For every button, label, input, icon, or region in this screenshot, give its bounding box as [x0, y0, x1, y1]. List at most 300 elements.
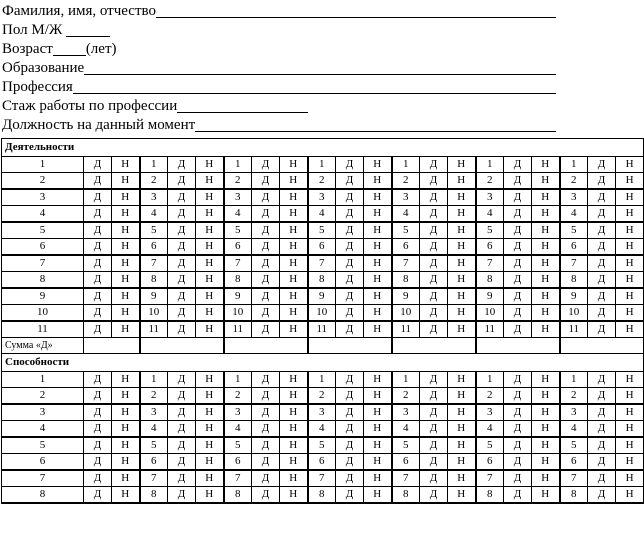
answer-yes-cell[interactable]: Д: [504, 437, 532, 454]
answer-yes-cell[interactable]: Д: [84, 272, 112, 289]
answer-yes-cell[interactable]: Д: [84, 454, 112, 471]
answer-yes-cell[interactable]: Д: [420, 404, 448, 421]
activities-pair-number: 7: [140, 255, 168, 272]
answer-yes-cell[interactable]: Д: [84, 157, 112, 173]
answer-no-cell[interactable]: Н: [196, 437, 224, 454]
answer-no-cell[interactable]: Н: [112, 470, 140, 487]
answer-no-cell[interactable]: Н: [364, 272, 392, 289]
answer-yes-cell[interactable]: Д: [168, 222, 196, 239]
answer-no-cell[interactable]: Н: [448, 272, 476, 289]
answer-no-cell[interactable]: Н: [448, 388, 476, 405]
answer-yes-cell[interactable]: Д: [252, 157, 280, 173]
sex-field[interactable]: [66, 22, 110, 37]
answer-no-cell[interactable]: Н: [364, 206, 392, 223]
answer-yes-cell[interactable]: Д: [336, 157, 364, 173]
table-row: [2, 272, 644, 289]
answer-no-cell[interactable]: Н: [280, 421, 308, 438]
answer-yes-cell[interactable]: Д: [252, 421, 280, 438]
answer-yes-cell[interactable]: Д: [504, 487, 532, 504]
answer-yes-cell[interactable]: Д: [588, 255, 616, 272]
answer-no-cell[interactable]: Н: [196, 470, 224, 487]
answer-yes-cell[interactable]: Д: [168, 239, 196, 256]
answer-yes-cell[interactable]: Д: [504, 157, 532, 173]
answer-yes-cell[interactable]: Д: [168, 372, 196, 388]
answer-yes-cell[interactable]: Д: [588, 305, 616, 322]
answer-yes-cell[interactable]: Д: [336, 206, 364, 223]
answer-no-cell[interactable]: Н: [364, 454, 392, 471]
answer-no-cell[interactable]: Н: [196, 404, 224, 421]
answer-yes-cell[interactable]: Д: [420, 157, 448, 173]
answer-no-cell[interactable]: Н: [364, 239, 392, 256]
abilities-pair-number: 3: [392, 404, 420, 421]
answer-yes-cell[interactable]: Д: [420, 189, 448, 206]
position-field[interactable]: [195, 117, 556, 132]
answer-yes-cell[interactable]: Д: [168, 321, 196, 338]
answer-yes-cell[interactable]: Д: [504, 206, 532, 223]
answer-no-cell[interactable]: Н: [364, 189, 392, 206]
answer-no-cell[interactable]: Н: [364, 404, 392, 421]
answer-no-cell[interactable]: Н: [532, 437, 560, 454]
answer-yes-cell[interactable]: Д: [420, 272, 448, 289]
answer-yes-cell[interactable]: Д: [336, 404, 364, 421]
answer-yes-cell[interactable]: Д: [420, 206, 448, 223]
answer-no-cell[interactable]: Н: [196, 288, 224, 305]
answer-no-cell[interactable]: Н: [616, 255, 644, 272]
answer-yes-cell[interactable]: Д: [420, 372, 448, 388]
answer-no-cell[interactable]: Н: [280, 321, 308, 338]
answer-no-cell[interactable]: Н: [448, 454, 476, 471]
answer-no-cell[interactable]: Н: [364, 305, 392, 322]
answer-yes-cell[interactable]: Д: [420, 321, 448, 338]
education-field[interactable]: [84, 60, 556, 75]
answer-yes-cell[interactable]: Д: [336, 470, 364, 487]
answer-yes-cell[interactable]: Д: [420, 173, 448, 190]
sum-cell[interactable]: [308, 338, 392, 354]
sum-cell[interactable]: [140, 338, 224, 354]
abilities-pair-number: 2: [140, 388, 168, 405]
answer-yes-cell[interactable]: Д: [504, 321, 532, 338]
answer-yes-cell[interactable]: Д: [252, 189, 280, 206]
answer-yes-cell[interactable]: Д: [504, 189, 532, 206]
answer-yes-cell[interactable]: Д: [504, 222, 532, 239]
answer-yes-cell[interactable]: Д: [168, 305, 196, 322]
answer-yes-cell[interactable]: Д: [84, 305, 112, 322]
answer-yes-cell[interactable]: Д: [168, 206, 196, 223]
answer-yes-cell[interactable]: Д: [168, 437, 196, 454]
answer-no-cell[interactable]: Н: [364, 321, 392, 338]
answer-yes-cell[interactable]: Д: [420, 288, 448, 305]
answer-no-cell[interactable]: Н: [196, 272, 224, 289]
answer-yes-cell[interactable]: Д: [252, 372, 280, 388]
answer-yes-cell[interactable]: Д: [168, 157, 196, 173]
answer-yes-cell[interactable]: Д: [84, 372, 112, 388]
answer-no-cell[interactable]: Н: [112, 388, 140, 405]
answer-yes-cell[interactable]: Д: [336, 189, 364, 206]
answer-no-cell[interactable]: Н: [616, 487, 644, 504]
answer-no-cell[interactable]: Н: [448, 487, 476, 504]
answer-yes-cell[interactable]: Д: [168, 272, 196, 289]
answer-yes-cell[interactable]: Д: [504, 288, 532, 305]
answer-no-cell[interactable]: Н: [196, 239, 224, 256]
fio-field[interactable]: [156, 3, 556, 18]
answer-no-cell[interactable]: Н: [532, 189, 560, 206]
answer-no-cell[interactable]: Н: [196, 421, 224, 438]
answer-yes-cell[interactable]: Д: [504, 255, 532, 272]
answer-yes-cell[interactable]: Д: [84, 222, 112, 239]
answer-no-cell[interactable]: Н: [532, 372, 560, 388]
sum-cell[interactable]: [560, 338, 644, 354]
answer-no-cell[interactable]: Н: [196, 372, 224, 388]
activities-pair-number: 8: [224, 272, 252, 289]
answer-no-cell[interactable]: Н: [532, 255, 560, 272]
answer-no-cell[interactable]: Н: [448, 239, 476, 256]
answer-yes-cell[interactable]: Д: [336, 173, 364, 190]
answer-no-cell[interactable]: Н: [112, 305, 140, 322]
answer-yes-cell[interactable]: Д: [168, 404, 196, 421]
answer-no-cell[interactable]: Н: [616, 239, 644, 256]
answer-yes-cell[interactable]: Д: [588, 272, 616, 289]
answer-yes-cell[interactable]: Д: [84, 388, 112, 405]
answer-no-cell[interactable]: Н: [532, 173, 560, 190]
answer-yes-cell[interactable]: Д: [588, 239, 616, 256]
answer-yes-cell[interactable]: Д: [588, 421, 616, 438]
answer-yes-cell[interactable]: Д: [420, 305, 448, 322]
answer-no-cell[interactable]: Н: [532, 288, 560, 305]
answer-no-cell[interactable]: Н: [112, 222, 140, 239]
answer-no-cell[interactable]: Н: [280, 288, 308, 305]
answer-yes-cell[interactable]: Д: [252, 222, 280, 239]
answer-no-cell[interactable]: Н: [364, 388, 392, 405]
answer-no-cell[interactable]: Н: [112, 372, 140, 388]
answer-no-cell[interactable]: Н: [532, 272, 560, 289]
answer-no-cell[interactable]: Н: [448, 470, 476, 487]
activities-pair-number: 6: [560, 239, 588, 256]
answer-no-cell[interactable]: Н: [112, 437, 140, 454]
answer-no-cell[interactable]: Н: [448, 206, 476, 223]
answer-yes-cell[interactable]: Д: [588, 321, 616, 338]
answer-no-cell[interactable]: Н: [112, 487, 140, 504]
answer-no-cell[interactable]: Н: [448, 437, 476, 454]
answer-yes-cell[interactable]: Д: [588, 157, 616, 173]
answer-no-cell[interactable]: Н: [448, 404, 476, 421]
answer-no-cell[interactable]: Н: [616, 470, 644, 487]
answer-no-cell[interactable]: Н: [616, 421, 644, 438]
answer-yes-cell[interactable]: Д: [588, 404, 616, 421]
answer-yes-cell[interactable]: Д: [336, 255, 364, 272]
answer-yes-cell[interactable]: Д: [168, 189, 196, 206]
answer-no-cell[interactable]: Н: [448, 189, 476, 206]
answer-yes-cell[interactable]: Д: [168, 288, 196, 305]
answer-no-cell[interactable]: Н: [616, 404, 644, 421]
answer-no-cell[interactable]: Н: [616, 206, 644, 223]
answer-no-cell[interactable]: Н: [616, 305, 644, 322]
answer-no-cell[interactable]: Н: [196, 454, 224, 471]
sum-cell[interactable]: [392, 338, 476, 354]
abilities-pair-number: 6: [476, 454, 504, 471]
answer-yes-cell[interactable]: Д: [588, 388, 616, 405]
answer-no-cell[interactable]: Н: [448, 305, 476, 322]
answer-no-cell[interactable]: Н: [364, 222, 392, 239]
answer-yes-cell[interactable]: Д: [252, 321, 280, 338]
answer-no-cell[interactable]: Н: [196, 255, 224, 272]
answer-yes-cell[interactable]: Д: [252, 470, 280, 487]
answer-yes-cell[interactable]: Д: [588, 222, 616, 239]
answer-yes-cell[interactable]: Д: [504, 470, 532, 487]
answer-no-cell[interactable]: Н: [532, 470, 560, 487]
answer-no-cell[interactable]: Н: [280, 372, 308, 388]
answer-yes-cell[interactable]: Д: [336, 454, 364, 471]
answer-no-cell[interactable]: Н: [616, 222, 644, 239]
answer-no-cell[interactable]: Н: [280, 305, 308, 322]
answer-yes-cell[interactable]: Д: [252, 454, 280, 471]
answer-yes-cell[interactable]: Д: [168, 454, 196, 471]
answer-no-cell[interactable]: Н: [280, 173, 308, 190]
answer-yes-cell[interactable]: Д: [84, 206, 112, 223]
answer-no-cell[interactable]: Н: [532, 487, 560, 504]
sum-cell[interactable]: [84, 338, 140, 354]
answer-no-cell[interactable]: Н: [448, 157, 476, 173]
answer-no-cell[interactable]: Н: [448, 222, 476, 239]
answer-no-cell[interactable]: Н: [616, 189, 644, 206]
answer-no-cell[interactable]: Н: [112, 157, 140, 173]
answer-no-cell[interactable]: Н: [280, 470, 308, 487]
answer-no-cell[interactable]: Н: [364, 372, 392, 388]
answer-no-cell[interactable]: Н: [364, 437, 392, 454]
answer-yes-cell[interactable]: Д: [252, 239, 280, 256]
answer-no-cell[interactable]: Н: [280, 255, 308, 272]
answer-no-cell[interactable]: Н: [532, 239, 560, 256]
answer-no-cell[interactable]: Н: [616, 157, 644, 173]
answer-yes-cell[interactable]: Д: [420, 255, 448, 272]
answer-no-cell[interactable]: Н: [616, 321, 644, 338]
answer-yes-cell[interactable]: Д: [588, 437, 616, 454]
answer-yes-cell[interactable]: Д: [84, 437, 112, 454]
answer-yes-cell[interactable]: Д: [84, 288, 112, 305]
answer-yes-cell[interactable]: Д: [420, 437, 448, 454]
answer-yes-cell[interactable]: Д: [336, 321, 364, 338]
abilities-pair-number: 5: [308, 437, 336, 454]
answer-yes-cell[interactable]: Д: [504, 173, 532, 190]
answer-yes-cell[interactable]: Д: [588, 189, 616, 206]
answer-no-cell[interactable]: Н: [280, 272, 308, 289]
answer-yes-cell[interactable]: Д: [252, 388, 280, 405]
answer-yes-cell[interactable]: Д: [420, 470, 448, 487]
answer-yes-cell[interactable]: Д: [504, 454, 532, 471]
answer-yes-cell[interactable]: Д: [84, 470, 112, 487]
answer-no-cell[interactable]: Н: [448, 321, 476, 338]
answer-no-cell[interactable]: Н: [364, 255, 392, 272]
answer-no-cell[interactable]: Н: [112, 173, 140, 190]
answer-no-cell[interactable]: Н: [196, 206, 224, 223]
answer-no-cell[interactable]: Н: [196, 388, 224, 405]
answer-yes-cell[interactable]: Д: [504, 421, 532, 438]
answer-yes-cell[interactable]: Д: [336, 421, 364, 438]
answer-yes-cell[interactable]: Д: [168, 470, 196, 487]
answer-no-cell[interactable]: Н: [532, 222, 560, 239]
answer-yes-cell[interactable]: Д: [84, 404, 112, 421]
answer-yes-cell[interactable]: Д: [168, 388, 196, 405]
answer-no-cell[interactable]: Н: [364, 173, 392, 190]
answer-yes-cell[interactable]: Д: [252, 404, 280, 421]
answer-yes-cell[interactable]: Д: [336, 239, 364, 256]
answer-no-cell[interactable]: Н: [112, 404, 140, 421]
answer-yes-cell[interactable]: Д: [252, 272, 280, 289]
profession-label: Профессия: [2, 79, 73, 95]
answer-no-cell[interactable]: Н: [364, 470, 392, 487]
activities-pair-number: 4: [140, 206, 168, 223]
answer-yes-cell[interactable]: Д: [588, 372, 616, 388]
answer-no-cell[interactable]: Н: [616, 288, 644, 305]
answer-no-cell[interactable]: Н: [616, 372, 644, 388]
answer-no-cell[interactable]: Н: [532, 421, 560, 438]
answer-no-cell[interactable]: Н: [196, 487, 224, 504]
answer-no-cell[interactable]: Н: [112, 239, 140, 256]
abilities-pair-number: 2: [224, 388, 252, 405]
answer-no-cell[interactable]: Н: [280, 206, 308, 223]
answer-yes-cell[interactable]: Д: [588, 454, 616, 471]
answer-no-cell[interactable]: Н: [448, 173, 476, 190]
answer-no-cell[interactable]: Н: [448, 372, 476, 388]
answer-yes-cell[interactable]: Д: [588, 173, 616, 190]
answer-yes-cell[interactable]: Д: [504, 272, 532, 289]
answer-no-cell[interactable]: Н: [448, 421, 476, 438]
answer-yes-cell[interactable]: Д: [420, 388, 448, 405]
answer-no-cell[interactable]: Н: [616, 173, 644, 190]
answer-no-cell[interactable]: Н: [364, 487, 392, 504]
answer-yes-cell[interactable]: Д: [84, 173, 112, 190]
answer-yes-cell[interactable]: Д: [252, 437, 280, 454]
answer-yes-cell[interactable]: Д: [168, 255, 196, 272]
answer-no-cell[interactable]: Н: [364, 421, 392, 438]
answer-no-cell[interactable]: Н: [280, 454, 308, 471]
age-field[interactable]: [53, 41, 86, 56]
answer-yes-cell[interactable]: Д: [84, 487, 112, 504]
sum-cell[interactable]: [476, 338, 560, 354]
answer-yes-cell[interactable]: Д: [588, 470, 616, 487]
sum-cell[interactable]: [224, 338, 308, 354]
answer-yes-cell[interactable]: Д: [504, 305, 532, 322]
answer-yes-cell[interactable]: Д: [252, 288, 280, 305]
answer-yes-cell[interactable]: Д: [420, 487, 448, 504]
answer-no-cell[interactable]: Н: [196, 173, 224, 190]
answer-yes-cell[interactable]: Д: [420, 454, 448, 471]
answer-yes-cell[interactable]: Д: [84, 189, 112, 206]
answer-no-cell[interactable]: Н: [280, 239, 308, 256]
answer-no-cell[interactable]: Н: [112, 288, 140, 305]
answer-no-cell[interactable]: Н: [196, 157, 224, 173]
answer-no-cell[interactable]: Н: [364, 288, 392, 305]
answer-yes-cell[interactable]: Д: [504, 239, 532, 256]
answer-yes-cell[interactable]: Д: [336, 272, 364, 289]
answer-yes-cell[interactable]: Д: [420, 421, 448, 438]
answer-yes-cell[interactable]: Д: [336, 388, 364, 405]
experience-field[interactable]: [177, 98, 308, 113]
answer-yes-cell[interactable]: Д: [336, 222, 364, 239]
abilities-pair-number: 7: [308, 470, 336, 487]
answer-yes-cell[interactable]: Д: [252, 255, 280, 272]
answer-no-cell[interactable]: Н: [616, 454, 644, 471]
answer-yes-cell[interactable]: Д: [420, 239, 448, 256]
answer-no-cell[interactable]: Н: [532, 454, 560, 471]
answer-no-cell[interactable]: Н: [280, 404, 308, 421]
answer-grid: [1, 138, 644, 504]
activities-pair-number: 3: [224, 189, 252, 206]
answer-yes-cell[interactable]: Д: [84, 255, 112, 272]
answer-yes-cell[interactable]: Д: [336, 372, 364, 388]
answer-no-cell[interactable]: Н: [280, 157, 308, 173]
answer-yes-cell[interactable]: Д: [336, 305, 364, 322]
answer-no-cell[interactable]: Н: [112, 321, 140, 338]
abilities-pair-number: 1: [560, 372, 588, 388]
answer-yes-cell[interactable]: Д: [168, 173, 196, 190]
answer-no-cell[interactable]: Н: [616, 437, 644, 454]
answer-yes-cell[interactable]: Д: [588, 487, 616, 504]
answer-no-cell[interactable]: Н: [532, 206, 560, 223]
age-label: Возраст: [2, 41, 53, 57]
answer-yes-cell[interactable]: Д: [252, 305, 280, 322]
answer-no-cell[interactable]: Н: [196, 222, 224, 239]
answer-yes-cell[interactable]: Д: [252, 173, 280, 190]
answer-yes-cell[interactable]: Д: [504, 372, 532, 388]
answer-yes-cell[interactable]: Д: [588, 206, 616, 223]
answer-no-cell[interactable]: Н: [196, 321, 224, 338]
answer-yes-cell[interactable]: Д: [336, 487, 364, 504]
answer-no-cell[interactable]: Н: [280, 388, 308, 405]
activities-pair-number: 4: [392, 206, 420, 223]
answer-no-cell[interactable]: Н: [364, 157, 392, 173]
answer-no-cell[interactable]: Н: [196, 305, 224, 322]
answer-no-cell[interactable]: Н: [532, 388, 560, 405]
answer-yes-cell[interactable]: Д: [168, 487, 196, 504]
age-suffix: (лет): [85, 41, 117, 57]
answer-no-cell[interactable]: Н: [112, 421, 140, 438]
answer-yes-cell[interactable]: Д: [588, 288, 616, 305]
answer-no-cell[interactable]: Н: [112, 454, 140, 471]
answer-no-cell[interactable]: Н: [448, 255, 476, 272]
answer-no-cell[interactable]: Н: [280, 222, 308, 239]
profession-field[interactable]: [73, 79, 556, 94]
answer-no-cell[interactable]: Н: [448, 288, 476, 305]
answer-yes-cell[interactable]: Д: [504, 388, 532, 405]
answer-no-cell[interactable]: Н: [532, 305, 560, 322]
answer-yes-cell[interactable]: Д: [84, 421, 112, 438]
answer-yes-cell[interactable]: Д: [420, 222, 448, 239]
answer-no-cell[interactable]: Н: [532, 404, 560, 421]
answer-no-cell[interactable]: Н: [532, 157, 560, 173]
answer-no-cell[interactable]: Н: [112, 255, 140, 272]
answer-yes-cell[interactable]: Д: [336, 437, 364, 454]
answer-no-cell[interactable]: Н: [280, 487, 308, 504]
answer-no-cell[interactable]: Н: [616, 388, 644, 405]
answer-yes-cell[interactable]: Д: [252, 206, 280, 223]
answer-no-cell[interactable]: Н: [280, 189, 308, 206]
answer-no-cell[interactable]: Н: [196, 189, 224, 206]
answer-no-cell[interactable]: Н: [112, 272, 140, 289]
answer-no-cell[interactable]: Н: [616, 272, 644, 289]
answer-yes-cell[interactable]: Д: [336, 288, 364, 305]
answer-yes-cell[interactable]: Д: [168, 421, 196, 438]
answer-no-cell[interactable]: Н: [532, 321, 560, 338]
answer-yes-cell[interactable]: Д: [252, 487, 280, 504]
answer-yes-cell[interactable]: Д: [84, 239, 112, 256]
activities-pair-number: 11: [392, 321, 420, 338]
answer-no-cell[interactable]: Н: [112, 206, 140, 223]
answer-no-cell[interactable]: Н: [112, 189, 140, 206]
answer-yes-cell[interactable]: Д: [504, 404, 532, 421]
answer-yes-cell[interactable]: Д: [84, 321, 112, 338]
answer-no-cell[interactable]: Н: [280, 437, 308, 454]
abilities-pair-number: 8: [140, 487, 168, 504]
